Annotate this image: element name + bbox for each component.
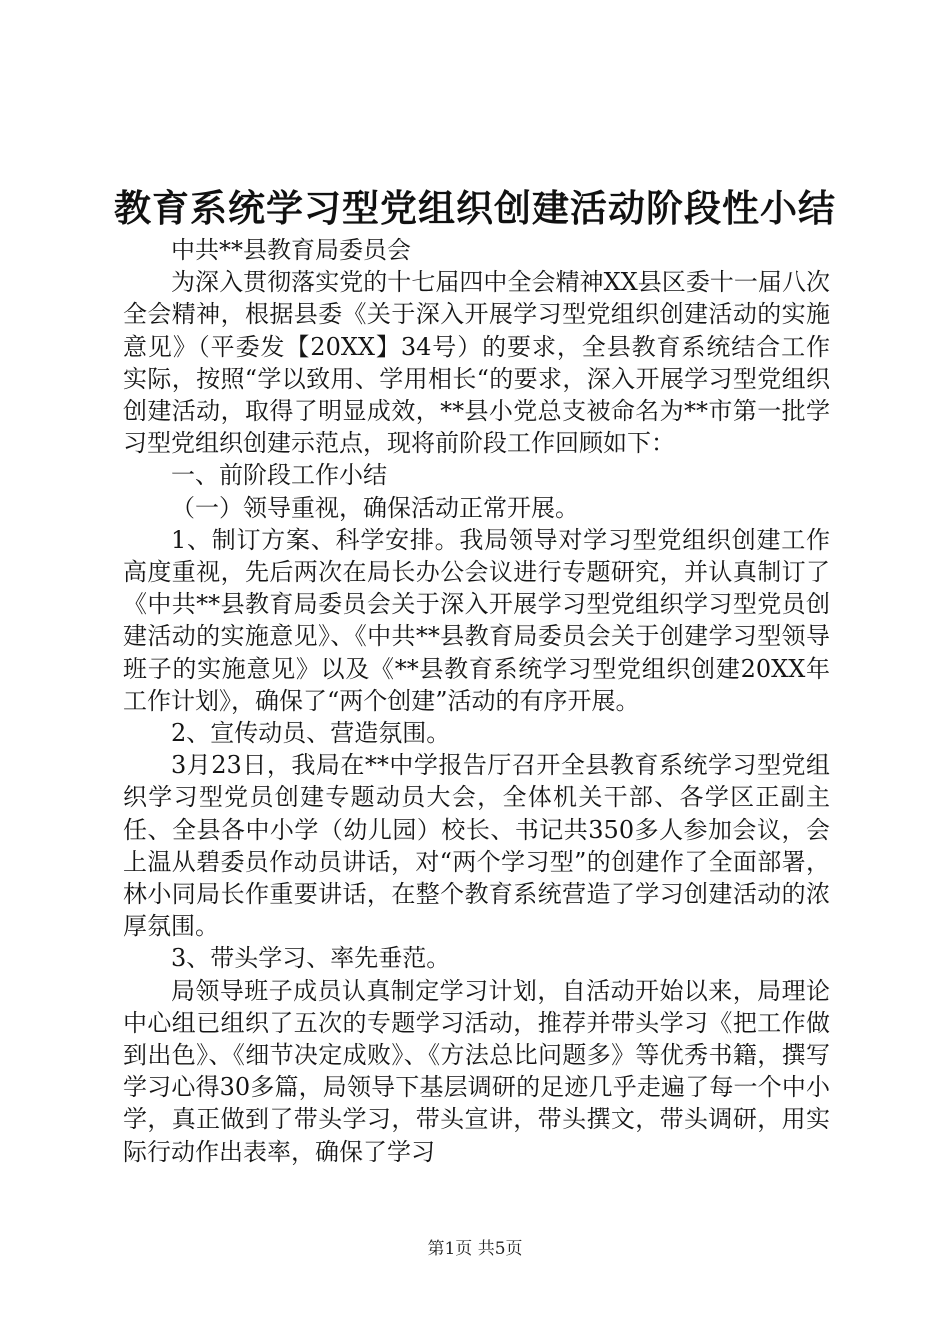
page-number-footer: 第1页 共5页 (427, 1239, 523, 1259)
section-heading-1: 一、前阶段工作小结 (171, 461, 387, 490)
paragraph-intro: 为深入贯彻落实党的十七届四中全会精神XX县区委十一届八次全会精神，根据县委《关于深入开展学习型党组织创建活动的实施意见》（平委发【20XX】34号）的要求，全县教育系统结合工作实际，按照“学以致用、学用相长“的要求，深入开展学习型党组织创建活动，取得了明显成效，**县小党总支被命名为**市第一批学习型党组织创建示范点，现将前阶段工作回顾如下： (123, 268, 830, 458)
document-body (123, 234, 830, 1168)
paragraph-item-3: 局领导班子成员认真制定学习计划，自活动开始以来，局理论中心组已组织了五次的专题学习活动，推荐并带头学习《把工作做到出色》、《细节决定成败》、《方法总比问题多》等优秀书籍，撰写学习心得30多篇，局领导下基层调研的足迹几乎走遍了每一个中小学，真正做到了带头学习，带头宣讲，带头撰文，带头调研，用实际行动作出表率，确保了学习 (123, 976, 830, 1166)
item-heading-2: 2、宣传动员、营造氛围。 (171, 719, 451, 748)
subsection-heading-1: （一）领导重视，确保活动正常开展。 (171, 493, 579, 522)
paragraph-author: 中共**县教育局委员会 (171, 236, 411, 264)
paragraph-item-1: 1、制订方案、科学安排。我局领导对学习型党组织创建工作高度重视，先后两次在局长办公会议进行专题研究，并认真制订了《中共**县教育局委员会关于深入开展学习型党组织学习型党员创建活动的实施意见》、《中共**县教育局委员会关于创建学习型领导班子的实施意见》以及《**县教育系统学习型党组织创建20XX年工作计划》，确保了“两个创建”活动的有序开展。 (123, 525, 830, 715)
document-title: 教育系统学习型党组织创建活动阶段性小结 (114, 186, 836, 230)
paragraph-item-2: 3月23日，我局在**中学报告厅召开全县教育系统学习型党组织学习型党员创建专题动员大会，全体机关干部、各学区正副主任、全县各中小学（幼儿园）校长、书记共350多人参加会议，会上温从碧委员作动员讲话，对“两个学习型”的创建作了全面部署，林小同局长作重要讲话，在整个教育系统营造了学习创建活动的浓厚氛围。 (123, 751, 830, 941)
item-heading-3: 3、带头学习、率先垂范。 (171, 944, 451, 973)
